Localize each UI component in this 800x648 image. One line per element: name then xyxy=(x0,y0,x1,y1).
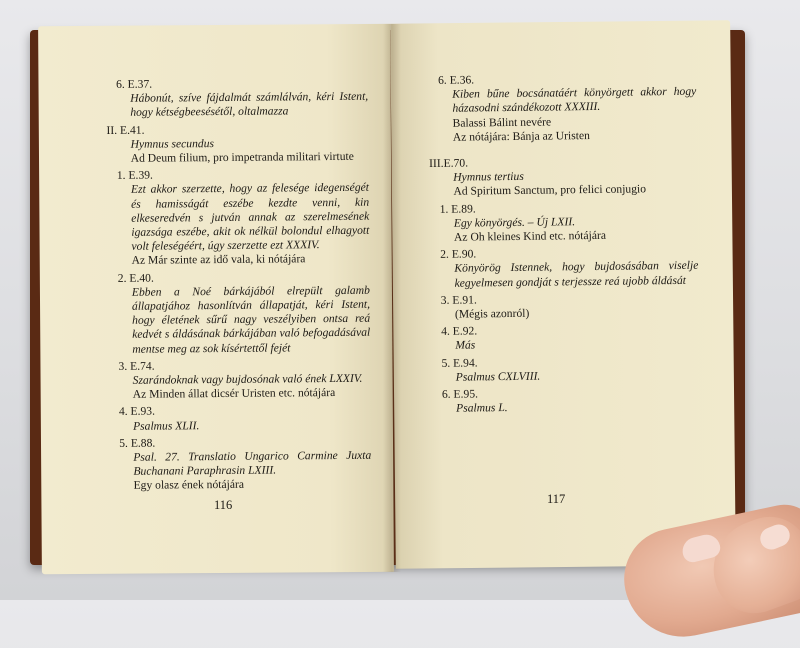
entry-number: 3. E.74. xyxy=(118,359,155,373)
entry-number: 2. E.40. xyxy=(117,271,154,285)
book-gutter xyxy=(383,24,401,572)
song-entry xyxy=(431,353,699,385)
page-number-left: 116 xyxy=(214,498,233,512)
entry-title: Hymnus tertius xyxy=(453,170,524,184)
left-page-text xyxy=(106,76,372,497)
entry-note: Az Már szinte az idő vala, ki nótájára xyxy=(131,252,306,268)
entry-title: Hymnus secundus xyxy=(130,136,215,151)
song-entry xyxy=(109,435,371,494)
entry-title: Könyörög Istennek, hogy bujdosásában viselje kegyelmesen gondját s terjessze reá ujobb áldását xyxy=(454,259,699,290)
song-entry xyxy=(109,403,371,434)
song-entry xyxy=(431,291,699,323)
entry-number: 5. E.88. xyxy=(119,436,156,450)
entry-note: Egy olasz ének nótájára xyxy=(133,478,245,493)
entry-note: Az Minden állat dicsér Uristen etc. nótájára xyxy=(132,386,336,402)
entry-number: III.E.70. xyxy=(429,156,469,171)
page-number-right: 117 xyxy=(547,492,566,506)
entry-title: Psal. 27. Translatio Ungarico Carmine Juxta Buchanani Paraphrasin LXIII. xyxy=(133,448,372,479)
song-entry xyxy=(432,385,700,417)
entry-number: 3. E.91. xyxy=(440,293,477,307)
entry-title: Más xyxy=(455,338,476,353)
entry-title: Szarándoknak vagy bujdosónak való ének LXXIV. xyxy=(132,371,363,387)
entry-note: Ad Deum filium, pro impetranda militari virtute xyxy=(130,149,354,165)
entry-number: 4. E.92. xyxy=(441,324,478,339)
entry-title: Hábonút, szíve fájdalmát számlálván, kéri Istent, hogy kétségbeesésétől, oltalmazza xyxy=(130,89,369,120)
right-page-text xyxy=(428,71,700,420)
song-entry xyxy=(106,121,368,166)
entry-note: Ad Spiritum Sanctum, pro felici conjugio xyxy=(453,182,647,199)
song-entry xyxy=(430,245,699,291)
song-entry xyxy=(428,71,697,145)
entry-number: 6. E.36. xyxy=(437,73,475,87)
entry-number: 1. E.89. xyxy=(439,202,476,216)
song-entry xyxy=(429,154,698,200)
song-entry xyxy=(430,199,699,245)
song-entry xyxy=(106,76,368,121)
song-entry xyxy=(431,322,699,354)
entry-note: Az nótájára: Bánja az Uristen xyxy=(452,128,590,144)
entry-note: (Mégis azonról) xyxy=(454,306,530,321)
entry-title: Ezt akkor szerzette, hogy az felesége idegenségét és hamisságát eszébe kezdte venni, kin elkeseredvén s jutván annak az szerelmesének igazsága eszébe, akit ok nélkül bolondul elhagyott volt feleségéért, úgy szerzette ezt XXXIV. xyxy=(130,181,370,254)
entry-number: 1. E.39. xyxy=(116,168,153,183)
entry-title: Egy könyörgés. – Új LXII. xyxy=(453,215,576,230)
entry-title: Psalmus XLII. xyxy=(132,418,200,433)
entry-number: 4. E.93. xyxy=(118,405,156,419)
entry-note: Balassi Bálint nevére xyxy=(452,115,552,130)
entry-note: Az Oh kleines Kind etc. nótájára xyxy=(453,228,607,244)
entry-number: 5. E.94. xyxy=(441,356,478,370)
entry-title: Psalmus L. xyxy=(456,401,508,415)
entry-number: 2. E.90. xyxy=(440,247,477,262)
entry-title: Kiben bűne bocsánatáért könyörgett akkor hogy házasodni szándékozott XXXIII. xyxy=(452,84,697,116)
entry-number: 6. E.37. xyxy=(115,77,153,91)
song-entry xyxy=(107,167,370,269)
entry-number: II. E.41. xyxy=(106,123,145,137)
entry-title: Psalmus CXLVIII. xyxy=(455,369,541,384)
entry-number: 6. E.95. xyxy=(441,387,479,401)
entry-title: Ebben a Noé bárkájából elrepült galamb állapatjához hasonlítván állapatját, kéri Istent, hogy életének sűrű nagy veszélyiben ontsa reá kedvét s áldásának bárkájában való befogadásával mentse meg az sok kísértettől fejét xyxy=(131,283,371,356)
song-entry xyxy=(108,269,371,357)
song-entry xyxy=(108,358,370,403)
